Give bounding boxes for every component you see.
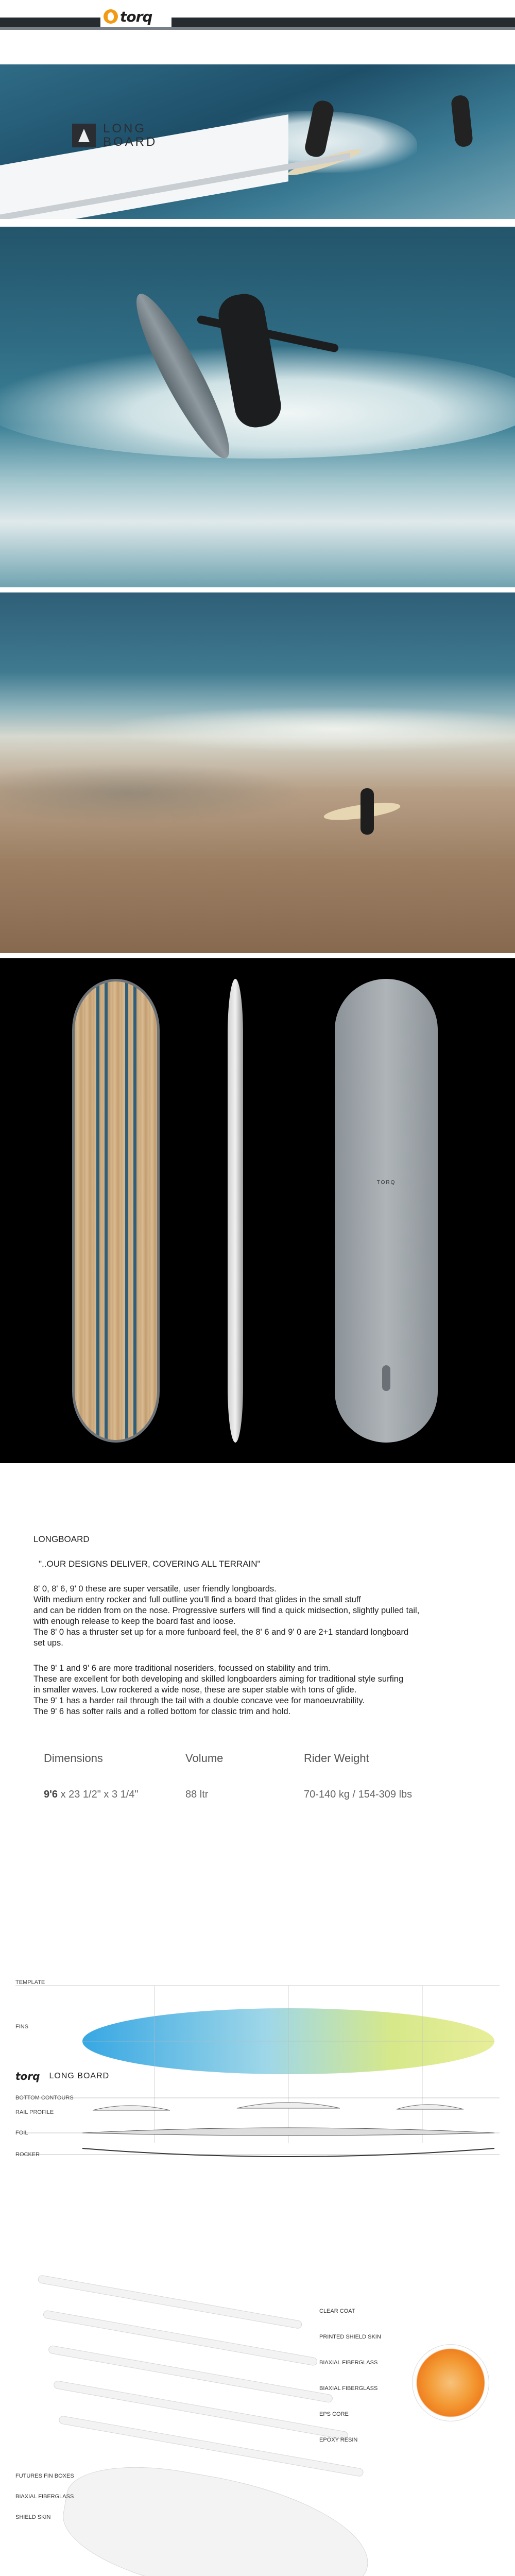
board-deck-view <box>72 979 160 1443</box>
layer-label: BIAXIAL FIBERGLASS <box>319 2360 378 2366</box>
spec-values <box>44 1789 456 1801</box>
spec-value-volume: 88 ltr <box>185 1789 209 1800</box>
spec-value-dimensions-rest: x 23 1/2" x 3 1/4" <box>58 1789 139 1800</box>
label-template: TEMPLATE <box>15 1979 45 1986</box>
product-views <box>0 958 515 1463</box>
label-rocker: ROCKER <box>15 2151 40 2158</box>
technical-diagram <box>0 1963 515 2241</box>
hero-title-line2: BOARD <box>103 135 158 149</box>
hero-title <box>103 122 157 149</box>
construction-cross-section-icon <box>412 2344 489 2421</box>
layer-label: BIAXIAL FIBERGLASS <box>319 2385 378 2392</box>
rocker-curve <box>82 2148 494 2157</box>
left-label: BIAXIAL FIBERGLASS <box>15 2494 74 2500</box>
description-heading: LONGBOARD <box>33 1534 90 1544</box>
header-bar-accent <box>0 27 515 30</box>
spec-table <box>44 1752 456 1801</box>
photo-shore-wash <box>103 706 515 752</box>
brand-logo-text: torq <box>120 8 152 25</box>
hero-image <box>0 64 515 219</box>
photo-wet-sand <box>0 762 309 824</box>
tech-logo-text: torq <box>15 2070 40 2082</box>
deck-stripe <box>125 981 128 1440</box>
description-paragraph: 8' 0, 8' 6, 9' 0 these are super versatile, user friendly longboards. With medium entry rocker and full outline you'll find a board that glides in the small stuff and can be ridden from on the nose. Progressive surfers will find a quick midsection, slightly pulled tail, with enough release to keep the board fast and loose. The 8' 0 has a thruster set up for a more funboard feel, the 8' 6 and 9' 0 are 2+1 standard longboard set ups. <box>33 1584 420 1648</box>
layer-label: CLEAR COAT <box>319 2308 355 2314</box>
spec-value-dimensions <box>44 1789 185 1801</box>
layer-label: PRINTED SHIELD SKIN <box>319 2334 381 2340</box>
surfing-photo <box>0 227 515 587</box>
spec-value-rider-weight: 70-140 kg / 154-309 lbs <box>304 1789 413 1800</box>
construction-layer <box>58 2415 364 2477</box>
contour-mid <box>237 2103 340 2108</box>
label-rail-profile: RAIL PROFILE <box>15 2109 54 2115</box>
hero-title-line1: LONG <box>103 122 147 135</box>
longboard-badge-icon <box>72 124 96 147</box>
board-bottom-logo: TORQ <box>376 1180 396 1185</box>
contour-tail <box>397 2105 464 2109</box>
hero-surfer-2 <box>451 94 473 147</box>
torq-logo-icon <box>104 9 118 24</box>
construction-diagram <box>0 2257 515 2576</box>
left-label: SHIELD SKIN <box>15 2514 51 2520</box>
spec-header-volume: Volume <box>185 1752 224 1765</box>
spec-header-dimensions: Dimensions <box>44 1752 103 1765</box>
label-fins: FINS <box>15 2024 29 2030</box>
header-bar <box>0 18 515 27</box>
beach-photo <box>0 592 515 953</box>
layer-label: EPS CORE <box>319 2411 349 2417</box>
brand-logo[interactable] <box>100 6 171 27</box>
label-foil: FOIL <box>15 2130 28 2136</box>
header-banner <box>0 0 515 64</box>
technical-diagram-graphic <box>0 1963 515 2241</box>
layer-label: EPOXY RESIN <box>319 2437 358 2443</box>
photo-walking-surfer <box>360 788 374 835</box>
spec-value-length: 9'6 <box>44 1789 58 1800</box>
deck-stripe <box>133 981 136 1440</box>
tech-logo <box>15 2070 109 2082</box>
label-bottom-contours: BOTTOM CONTOURS <box>15 2095 74 2101</box>
construction-layer <box>53 2380 349 2440</box>
spec-headers <box>44 1752 456 1765</box>
board-side-view <box>228 979 243 1443</box>
board-fin <box>382 1365 390 1391</box>
description-paragraph: The 9' 1 and 9' 6 are more traditional noseriders, focussed on stability and trim. These are excellent for both developing and skilled longboarders aiming for traditional style surfing in smaller waves. Low rockered a wide nose, these are super stable with tons of glide. The 9' 1 has a harder rail through the tail with a double concave vee for manoeuvrability. The 9' 6 has softer rails and a rolled bottom for classic trim and hold. <box>33 1664 404 1716</box>
left-label: FUTURES FIN BOXES <box>15 2473 74 2479</box>
description-quote: "..OUR DESIGNS DELIVER, COVERING ALL TERRAIN" <box>39 1559 261 1569</box>
foil-shape <box>82 2128 494 2136</box>
deck-stripe <box>96 981 99 1440</box>
tech-board-label: LONG BOARD <box>49 2072 110 2080</box>
contour-nose <box>93 2106 170 2110</box>
product-description <box>0 1525 515 1896</box>
deck-stripe <box>105 981 108 1440</box>
spec-header-rider-weight: Rider Weight <box>304 1752 369 1765</box>
